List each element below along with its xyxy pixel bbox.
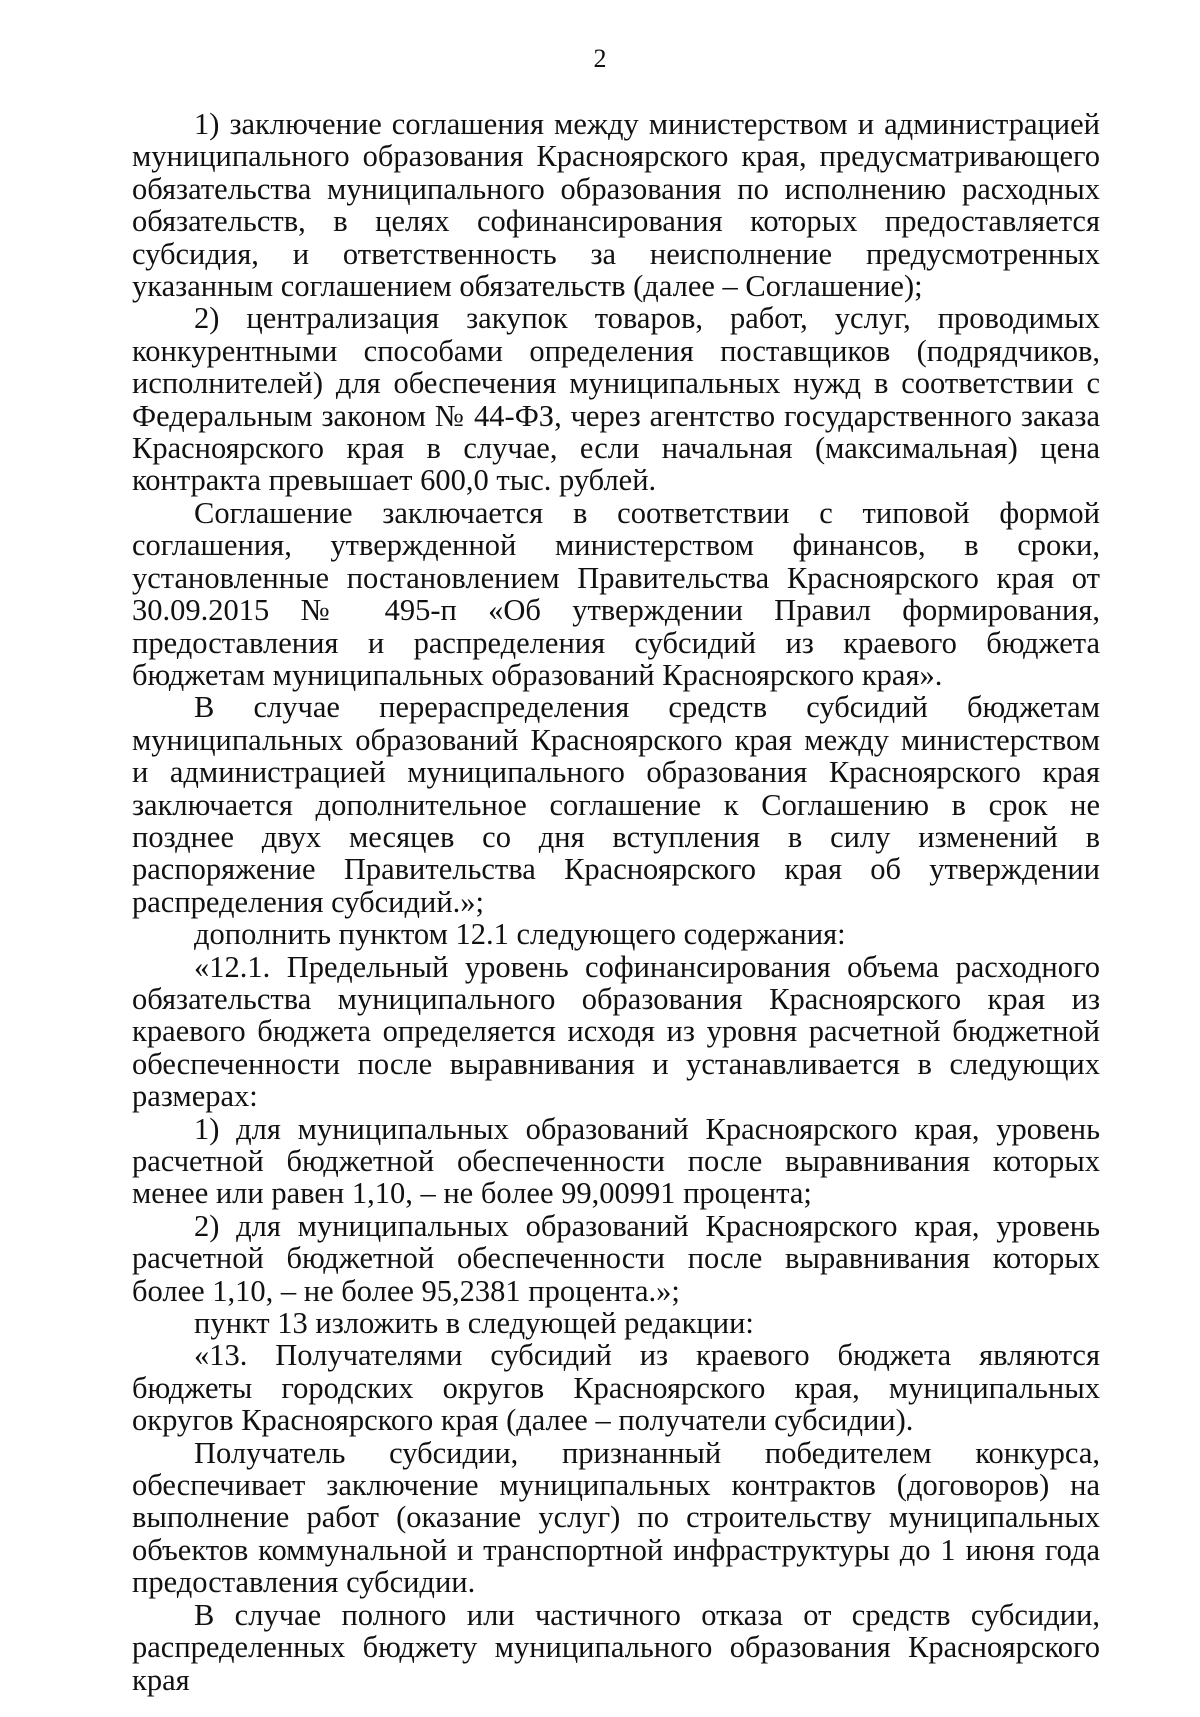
paragraph: 1) для муниципальных образований Красноярского края, уровень расчетной бюджетной обеспеченности после выравнивания которых менее или равен 1,10, – не более 99,00991 процента; xyxy=(132,1111,1100,1211)
paragraph: «12.1. Предельный уровень софинансирования объема расходного обязательства муниципального образования Красноярского края из краевого бюджета определяется исходя из уровня расчетной бюджетной обеспеченности после выравнивания и устанавливается в следующих размерах: xyxy=(132,949,1100,1114)
paragraph: «13. Получателями субсидий из краевого бюджета являются бюджеты городских округов Красноярского края, муниципальных округов Красноярского края (далее – получатели субсидии). xyxy=(132,1338,1100,1438)
paragraph: В случае полного или частичного отказа от средств субсидии, распределенных бюджету муниципального образования Красноярского края xyxy=(132,1597,1100,1697)
paragraph: Соглашение заключается в соответствии с типовой формой соглашения, утвержденной министерством финансов, в сроки, установленные постановлением Правительства Красноярского края от 30.09.2015 № 495-п «Об утверждении Правил формирования, предоставления и распределения субсидий из краевого бюджета бюджетам муниципальных образований Красноярского края». xyxy=(132,495,1100,692)
paragraph: пункт 13 изложить в следующей редакции: xyxy=(194,1306,754,1341)
page-number: 2 xyxy=(593,44,607,73)
paragraph: Получатель субсидии, признанный победителем конкурса, обеспечивает заключение муниципальных контрактов (договоров) на выполнение работ (оказание услуг) по строительству муниципальных объектов коммунальной и транспортной инфраструктуры до 1 июня года предоставления субсидии. xyxy=(132,1435,1100,1600)
paragraph: 2) централизация закупок товаров, работ, услуг, проводимых конкурентными способами определения поставщиков (подрядчиков, исполнителей) для обеспечения муниципальных нужд в соответствии с Федеральным законом № 44-ФЗ, через агентство государственного заказа Красноярского края в случае, если начальная (максимальная) цена контракта превышает 600,0 тыс. рублей. xyxy=(132,301,1100,498)
paragraph: дополнить пунктом 12.1 следующего содержания: xyxy=(194,917,846,952)
paragraph: 2) для муниципальных образований Красноярского края, уровень расчетной бюджетной обеспеченности после выравнивания которых более 1,10, – не более 95,2381 процента.»; xyxy=(132,1208,1100,1308)
paragraph: В случае перераспределения средств субсидий бюджетам муниципальных образований Красноярского края между министерством и администрацией муниципального образования Красноярского края заключается дополнительное соглашение к Соглашению в срок не позднее двух месяцев со дня вступления в силу изменений в распоряжение Правительства Красноярского края об утверждении распределения субсидий.»; xyxy=(132,690,1100,919)
paragraph: 1) заключение соглашения между министерством и администрацией муниципального образования Красноярского края, предусматривающего обязательства муниципального образования по исполнению расходных обязательств, в целях софинансирования которых предоставляется субсидия, и ответственность за неисполнение предусмотренных указанным соглашением обязательств (далее – Соглашение); xyxy=(132,107,1100,304)
document-body xyxy=(132,108,1100,1696)
